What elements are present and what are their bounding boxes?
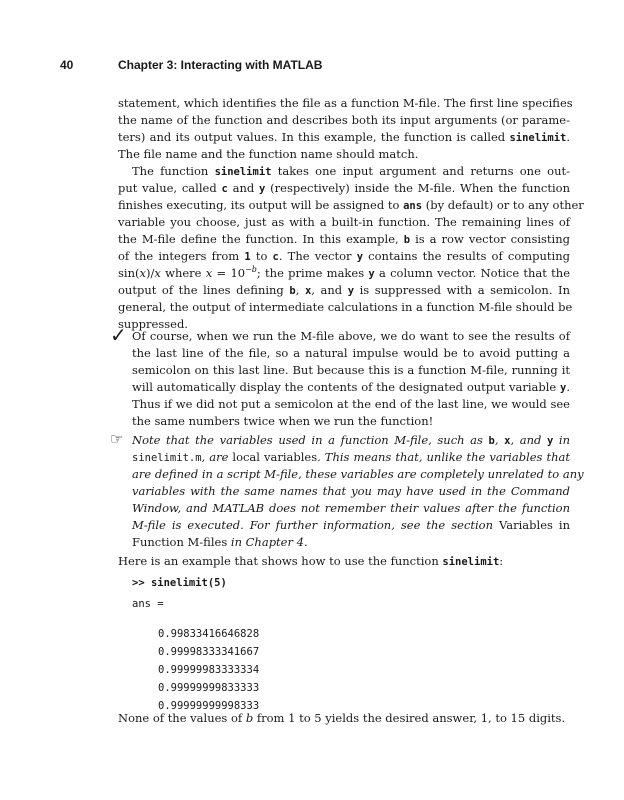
text-line: suppressed. — [118, 317, 188, 331]
text-line: ters) and its output values. In this example, the function is called sinelimit. — [118, 130, 570, 144]
code-command: >> sinelimit(5) — [132, 577, 227, 589]
code-value: 0.99833416646828 — [158, 628, 260, 640]
text-line: sinelimit.m, are local variables. This means that, unlike the variables that — [132, 450, 570, 464]
text-line: the last line of the file, so a natural impulse would be to avoid putting a — [132, 346, 570, 360]
code-value: 0.99998333341667 — [158, 646, 260, 658]
text-line: The function sinelimit takes one input argument and returns one out- — [132, 164, 570, 178]
text-line: of the integers from 1 to c. The vector y contains the results of computing — [118, 249, 570, 263]
text-line: variables with the same names that you may have used in the Command — [132, 484, 570, 498]
text-line: will automatically display the contents of the designated output variable y. — [132, 380, 570, 394]
text-line: variable you choose, just as with a built-in function. The remaining lines of — [118, 215, 570, 229]
text-line: the same numbers twice when we run the function! — [132, 414, 434, 428]
code-term: sinelimit — [214, 166, 272, 178]
text-line: the M-file define the function. In this example, b is a row vector consisting — [118, 232, 570, 246]
text-line: sin(x)/x where $x = 10^{-b}$; the prime makes y a column vector. Notice that the — [118, 265, 570, 280]
code-value: 0.99999999833333 — [158, 682, 260, 694]
page-number: 40 — [60, 58, 74, 72]
text-line: Note that the variables used in a function M-file, such as b, x, and y in — [132, 433, 570, 447]
example-intro: Here is an example that shows how to use the function sinelimit: — [118, 554, 504, 568]
text-line: the name of the function and describes both its input arguments (or parame- — [118, 113, 570, 127]
code-ans-label: ans = — [132, 598, 164, 610]
checkmark-icon: ✓ — [110, 323, 127, 347]
running-header — [60, 58, 584, 74]
text-line: finishes executing, its output will be assigned to ans (by default) or to any other — [118, 198, 584, 212]
text-line: output of the lines defining b, x, and y is suppressed with a semicolon. In — [118, 283, 570, 297]
code-term: sinelimit — [509, 132, 567, 144]
text-line: Window, and MATLAB does not remember their values after the function — [132, 501, 570, 515]
text-line: put value, called c and y (respectively) inside the M-file. When the function — [118, 181, 571, 195]
text-line: Of course, when we run the M-file above, we do want to see the results of — [132, 329, 570, 343]
chapter-title: Chapter 3: Interacting with MATLAB — [118, 58, 323, 72]
text-line: Function M-files in Chapter 4. — [132, 535, 308, 549]
text-line: semicolon on this last line. But because this is a function M-file, running it — [132, 363, 570, 377]
text-line: are defined in a script M-file, these variables are completely unrelated to any — [132, 467, 584, 481]
code-value: 0.99999999998333 — [158, 700, 260, 712]
code-term: sinelimit — [442, 556, 500, 568]
text-line: Thus if we did not put a semicolon at the end of the last line, we would see — [132, 397, 570, 411]
text-line: statement, which identifies the file as a function M-file. The first line specifies — [118, 96, 573, 110]
code-value: 0.99999983333334 — [158, 664, 260, 676]
text-line: The file name and the function name should match. — [118, 147, 419, 161]
text-line: general, the output of intermediate calculations in a function M-file should be — [118, 300, 573, 314]
closing-sentence: None of the values of b from 1 to 5 yields the desired answer, 1, to 15 digits. — [118, 711, 566, 725]
text-line: M-file is executed. For further information, see the section Variables in — [132, 518, 570, 532]
pointing-hand-icon: ☞ — [110, 430, 124, 448]
